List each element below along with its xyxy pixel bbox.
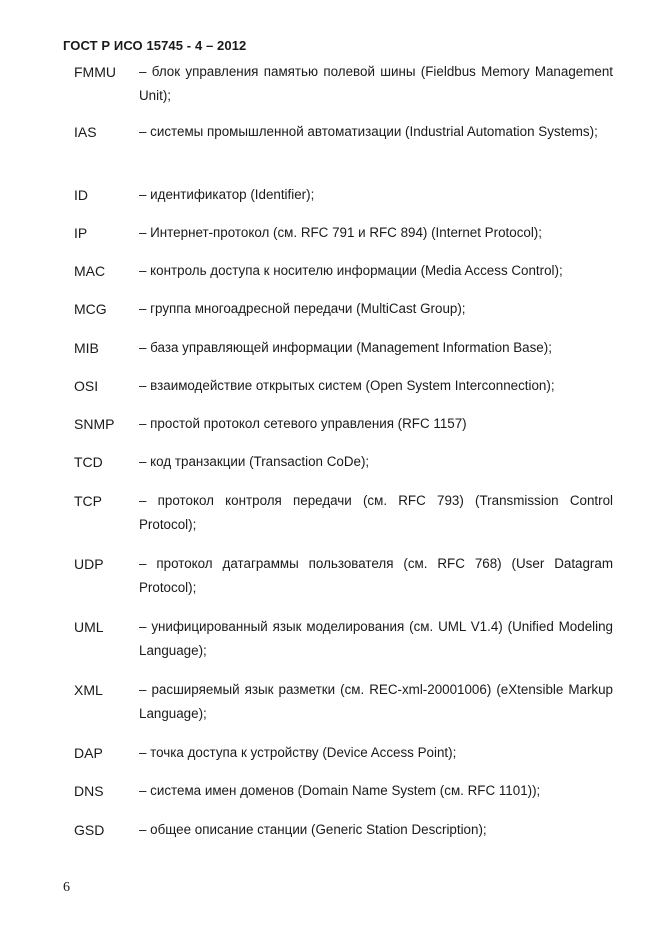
abbreviation-definition: – контроль доступа к носителю информации (Media Access Control);: [139, 263, 563, 278]
page-number: 6: [63, 880, 70, 895]
abbreviation-term: DAP: [74, 745, 103, 761]
abbreviation-definition: – база управляющей информации (Management Information Base);: [139, 340, 552, 355]
abbreviation-definition: – системы промышленной автоматизации (Industrial Automation Systems);: [139, 124, 598, 139]
document-header: ГОСТ Р ИСО 15745 - 4 – 2012: [63, 38, 247, 53]
abbreviation-definition: – Интернет-протокол (см. RFC 791 и RFC 894) (Internet Protocol);: [139, 225, 542, 240]
abbreviation-term: MAC: [74, 263, 106, 279]
abbreviation-definition: – унифицированный язык моделирования (см. UML V1.4) (Unified Modeling Language);: [139, 619, 613, 658]
abbreviation-definition: – расширяемый язык разметки (см. REC-xml-20001006) (eXtensible Markup Language);: [139, 682, 613, 721]
abbreviation-definition: – система имен доменов (Domain Name System (см. RFC 1101));: [139, 783, 541, 798]
abbreviation-term: FMMU: [74, 64, 116, 80]
abbreviation-term: TCD: [74, 454, 103, 470]
abbreviation-term: UDP: [74, 556, 104, 572]
abbreviation-definition: – простой протокол сетевого управления (RFC 1157): [139, 416, 467, 431]
abbreviation-definition: – взаимодействие открытых систем (Open System Interconnection);: [139, 378, 555, 393]
abbreviation-definition: – протокол датаграммы пользователя (см. RFC 768) (User Datagram Protocol);: [139, 556, 613, 595]
abbreviation-definition: – идентификатор (Identifier);: [139, 187, 315, 202]
abbreviation-term: DNS: [74, 783, 104, 799]
abbreviation-term: ID: [74, 187, 88, 203]
abbreviation-term: IAS: [74, 124, 97, 140]
abbreviation-definition: – блок управления памятью полевой шины (Fieldbus Memory Management Unit);: [139, 64, 613, 103]
abbreviation-definition: – протокол контроля передачи (см. RFC 793) (Transmission Control Protocol);: [139, 493, 613, 532]
abbreviation-definition: – группа многоадресной передачи (MultiCast Group);: [139, 301, 466, 316]
abbreviation-term: SNMP: [74, 416, 115, 432]
abbreviation-term: MCG: [74, 301, 107, 317]
abbreviation-term: OSI: [74, 378, 99, 394]
abbreviation-term: UML: [74, 619, 104, 635]
abbreviation-definition: – код транзакции (Transaction CoDe);: [139, 454, 370, 469]
abbreviation-term: XML: [74, 682, 103, 698]
abbreviation-definition: – точка доступа к устройству (Device Access Point);: [139, 745, 457, 760]
abbreviation-term: TCP: [74, 493, 102, 509]
abbreviation-term: MIB: [74, 340, 99, 356]
abbreviation-definition: – общее описание станции (Generic Station Description);: [139, 822, 487, 837]
abbreviation-term: IP: [74, 225, 88, 241]
abbreviation-term: GSD: [74, 822, 105, 838]
